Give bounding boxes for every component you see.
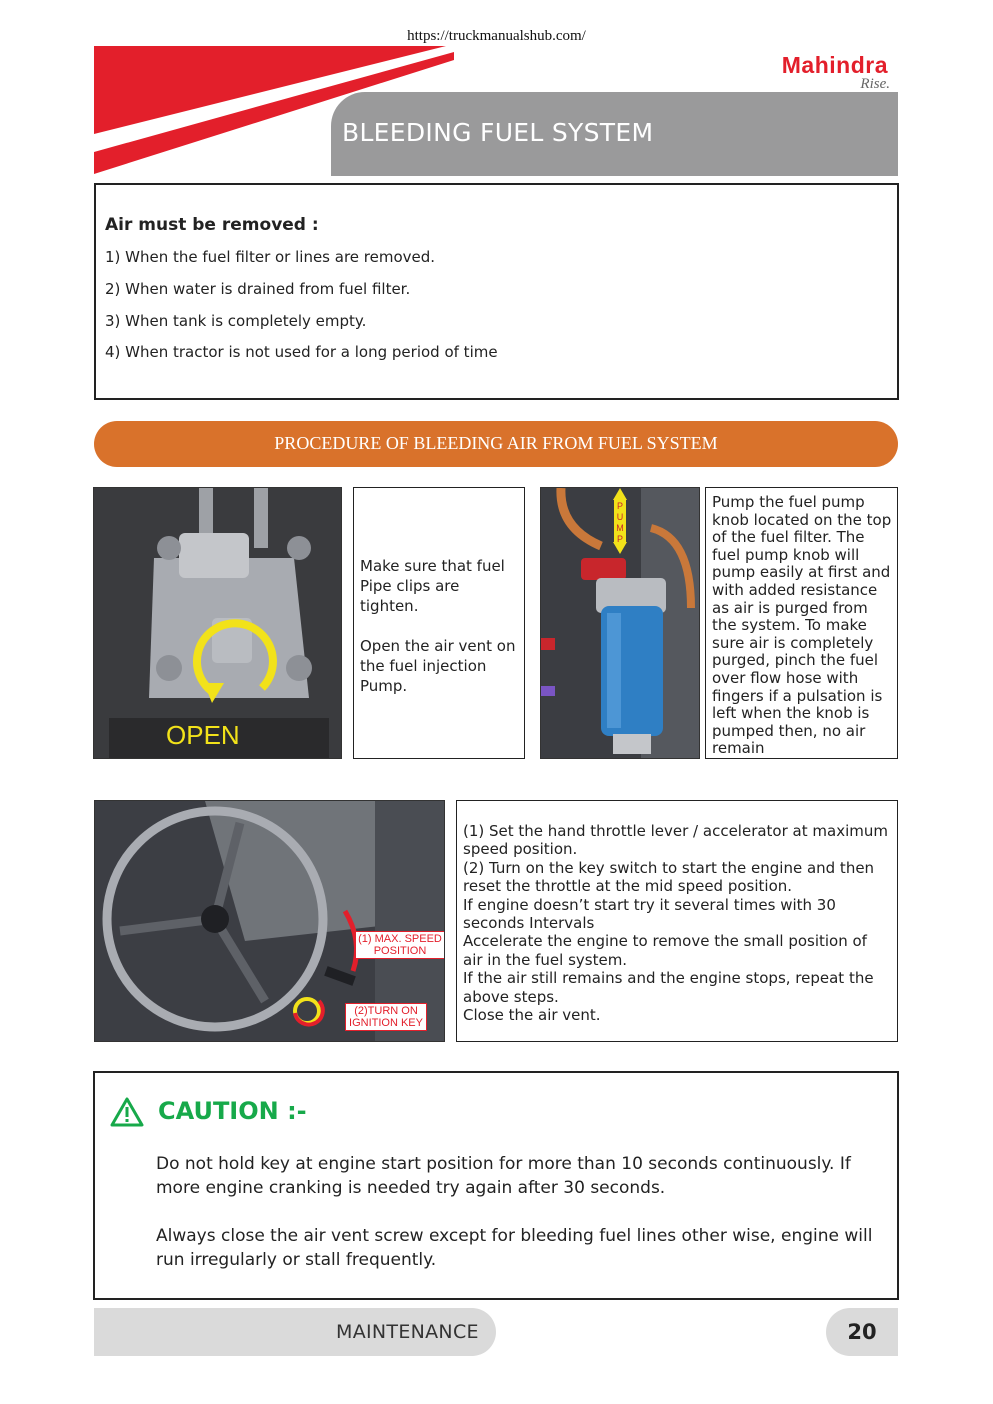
step3-line: (2) Turn on the key switch to start the engine and then reset the throttle at the mid speed position.: [463, 858, 875, 896]
source-url: https://truckmanualshub.com/: [407, 28, 586, 44]
brand-tagline: Rise.: [860, 76, 890, 92]
pump-label: PUMP: [616, 501, 624, 544]
footer-section-label: MAINTENANCE: [336, 1321, 479, 1343]
step1-text-b: Open the air vent on the fuel injection Pump.: [360, 637, 516, 695]
brand-logo: Mahindra: [781, 52, 888, 78]
ignition-key-label: (2)TURN ON IGNITION KEY: [345, 1003, 427, 1031]
injection-pump-image: [93, 487, 342, 759]
step1-text-box: [353, 487, 525, 759]
page-number: 20: [847, 1320, 877, 1344]
step1-text-a: Make sure that fuel Pipe clips are tighten.: [360, 557, 505, 615]
caution-title: CAUTION :-: [158, 1097, 307, 1125]
caution-paragraph: Always close the air vent screw except for bleeding fuel lines other wise, engine will run irregularly or stall frequently.: [156, 1226, 873, 1270]
step2-text: Pump the fuel pump knob located on the top of the fuel filter. The fuel pump knob will pump easily at first and with added resistance as air is purged from the system. To make sure air is completely purged, pinch the fuel over flow hose with fingers if a pulsation is left when the knob is pumped then, no air remain: [712, 493, 892, 758]
air-removal-heading: Air must be removed :: [105, 215, 319, 235]
warning-triangle-icon: [110, 1097, 144, 1127]
air-removal-item: 1) When the fuel filter or lines are removed.: [105, 248, 436, 266]
air-removal-item: 4) When tractor is not used for a long period of time: [105, 343, 498, 361]
steering-throttle-image: [94, 800, 445, 1042]
step3-line: Accelerate the engine to remove the small position of air in the fuel system.: [463, 932, 867, 969]
step2-text-box: [705, 487, 898, 759]
step3-line: If engine doesn’t start try it several times with 30 seconds Intervals: [463, 895, 836, 933]
max-speed-label: (1) MAX. SPEED POSITION: [355, 931, 445, 959]
air-removal-item: 3) When tank is completely empty.: [105, 312, 367, 330]
air-removal-item: 2) When water is drained from fuel filter.: [105, 280, 411, 298]
step3-line: Close the air vent.: [463, 1006, 601, 1025]
fuel-filter-image: [540, 487, 700, 759]
page-title: BLEEDING FUEL SYSTEM: [342, 118, 654, 147]
open-label: OPEN: [166, 720, 240, 750]
step3-line: (1) Set the hand throttle lever / accelerator at maximum speed position.: [463, 822, 888, 859]
procedure-heading: PROCEDURE OF BLEEDING AIR FROM FUEL SYSTEM: [274, 433, 718, 453]
step3-line: If the air still remains and the engine stops, repeat the above steps.: [463, 969, 874, 1006]
caution-paragraph: Do not hold key at engine start position for more than 10 seconds continuously. If more engine cranking is needed try again after 30 seconds.: [156, 1154, 851, 1198]
step3-text-box: [456, 800, 898, 1042]
